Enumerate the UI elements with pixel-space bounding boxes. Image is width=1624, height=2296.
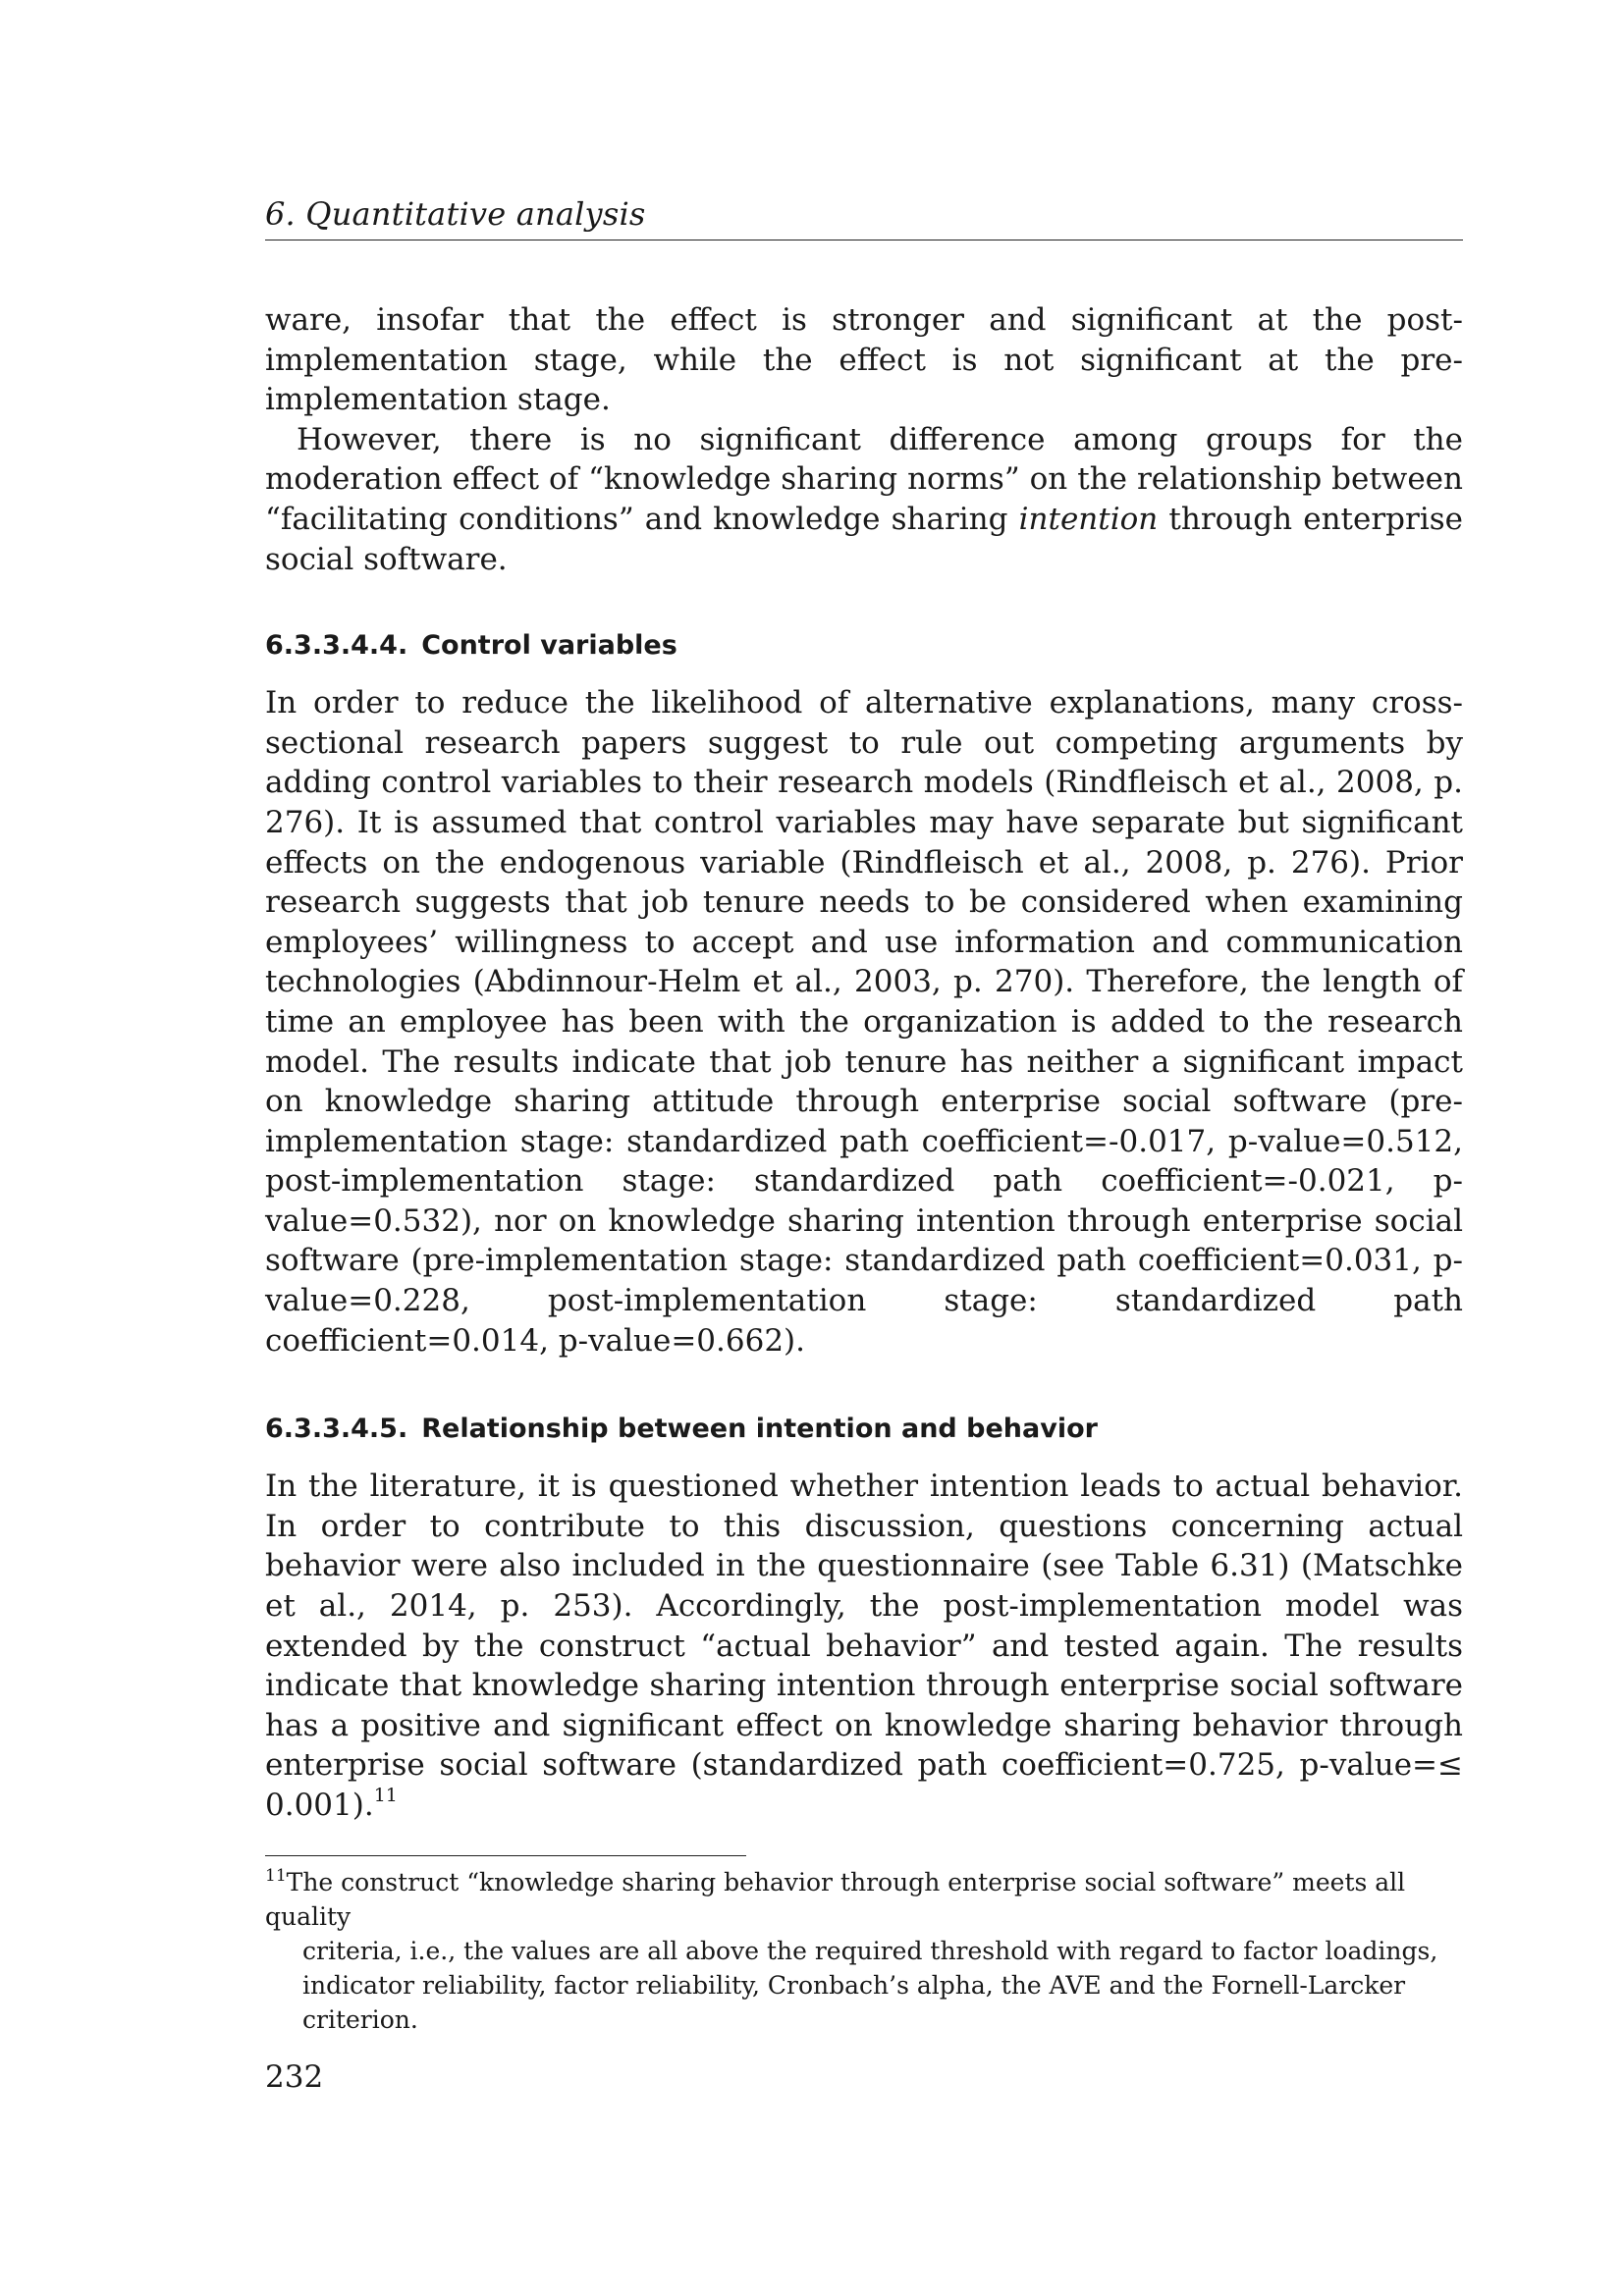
paragraph-moderation: [265, 420, 1463, 579]
footnote-rule: [265, 1855, 746, 1856]
section-heading-control-variables: [265, 628, 1463, 664]
paragraph-continuation: ware, insofar that the effect is stronger and significant at the post-implementation stage, while the effect is not significant at the pre-implementation stage.: [265, 302, 1463, 418]
section-number: 6.3.3.4.4.: [265, 630, 408, 662]
footnote-continuation: criteria, i.e., the values are all above the required threshold with regard to factor loadings, indicator reliability, factor reliability, Cronbach’s alpha, the AVE and the Fornell-Larcker criterion.: [302, 1937, 1438, 2034]
running-head: 6. Quantitative analysis: [265, 195, 646, 233]
footnote-text: The construct “knowledge sharing behavior through enterprise social software” meets all quality: [265, 1868, 1406, 1931]
section-heading-intention-behavior: [265, 1412, 1463, 1447]
page-number: 232: [265, 2059, 324, 2095]
footnote: [265, 1865, 1463, 2037]
footnote-mark: 11: [265, 1866, 287, 1886]
paragraph-text: through enterprise social software.: [265, 501, 1463, 577]
section-title: Relationship between intention and behavior: [421, 1414, 1098, 1445]
paragraph-text: However, there is no significant difference among groups for the moderation effect of “knowledge sharing norms” on the relationship between “facilitating conditions” and knowledge sharing: [265, 421, 1463, 537]
section-title: Control variables: [421, 630, 677, 662]
page: [265, 0, 1463, 2296]
section-number: 6.3.3.4.5.: [265, 1414, 408, 1445]
paragraph-control-variables: In order to reduce the likelihood of alternative explanations, many cross-sectional research papers suggest to rule out competing arguments by adding control variables to their research models (Rindfleisch et al., 2008, p. 276). It is assumed that control variables may have separate but significant effects on the endogenous variable (Rindfleisch et al., 2008, p. 276). Prior research suggests that job tenure needs to be considered when examining employees’ willingness to accept and use information and communication technologies (Abdinnour-Helm et al., 2003, p. 270). Therefore, the length of time an employee has been with the organization is added to the research model. The results indicate that job tenure has neither a significant impact on knowledge sharing attitude through enterprise social software (pre-implementation stage: standardized path coefficient=-0.017, p-value=0.512, post-implementation stage: standardized path coefficient=-0.021, p-value=0.532), nor on knowledge sharing intention through enterprise social software (pre-implementation stage: standardized path coefficient=0.031, p-value=0.228, post-implementation stage: standardized path coefficient=0.014, p-value=0.662).: [265, 685, 1463, 1359]
footnote-reference[interactable]: 11: [373, 1785, 398, 1806]
footnote-first-line: [265, 1865, 1463, 1934]
paragraph-text: In the literature, it is questioned whether intention leads to actual behavior. In order to contribute to this discussion, questions concerning actual behavior were also included in the questionnaire (see Table 6.31) (Matschke et al., 2014, p. 253). Accordingly, the post-implementation model was extended by the construct “actual behavior” and tested again. The results indicate that knowledge sharing intention through enterprise social software has a positive and significant effect on knowledge sharing behavior through enterprise social software (standardized path coefficient=0.725, p-value=≤ 0.001).: [265, 1468, 1463, 1823]
paragraph-intention-behavior: [265, 1467, 1463, 1825]
body-text: [265, 300, 1463, 1826]
emphasis-intention: intention: [1018, 501, 1159, 537]
